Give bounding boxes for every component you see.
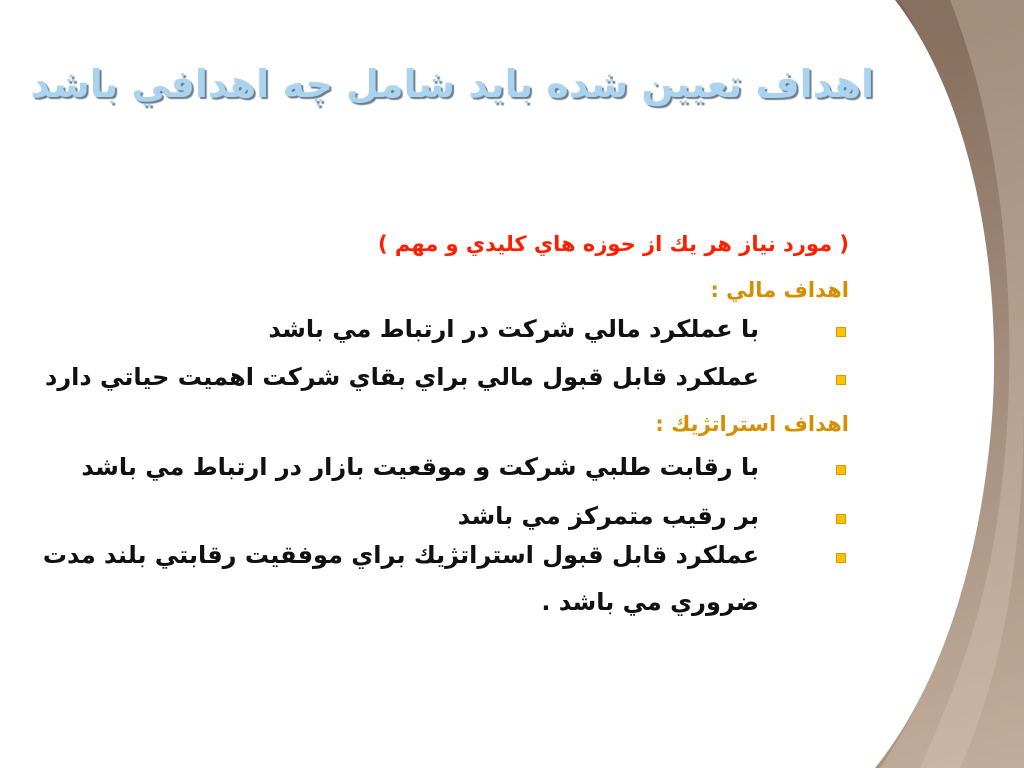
slide-title: اهداف تعيين شده بايد شامل چه اهدافي باشد [30, 62, 874, 106]
bullet-text: عملكرد قابل قبول استراتژيك براي موفقيت رقابتي بلند مدت [42, 541, 759, 569]
section-heading-financial: اهداف مالي : [710, 278, 849, 302]
bullet-marker [836, 514, 846, 524]
bullet-text: بر رقيب متمركز مي باشد [457, 502, 759, 530]
bullet-marker [836, 327, 846, 337]
bullet-marker [836, 375, 846, 385]
bullet-text: با رقابت طلبي شركت و موقعيت بازار در ارتباط مي باشد [81, 453, 759, 481]
subtitle-note: ( مورد نياز هر يك از حوزه هاي كليدي و مهم ) [377, 232, 849, 256]
bullet-text: عملكرد قابل قبول مالي براي بقاي شركت اهميت حياتي دارد [45, 363, 759, 391]
bullet-text-continuation: ضروري مي باشد . [541, 588, 759, 616]
bullet-text: با عملكرد مالي شركت در ارتباط مي باشد [268, 315, 759, 343]
bullet-marker [836, 465, 846, 475]
bullet-marker [836, 553, 846, 563]
section-heading-strategic: اهداف استراتژيك : [655, 412, 849, 436]
